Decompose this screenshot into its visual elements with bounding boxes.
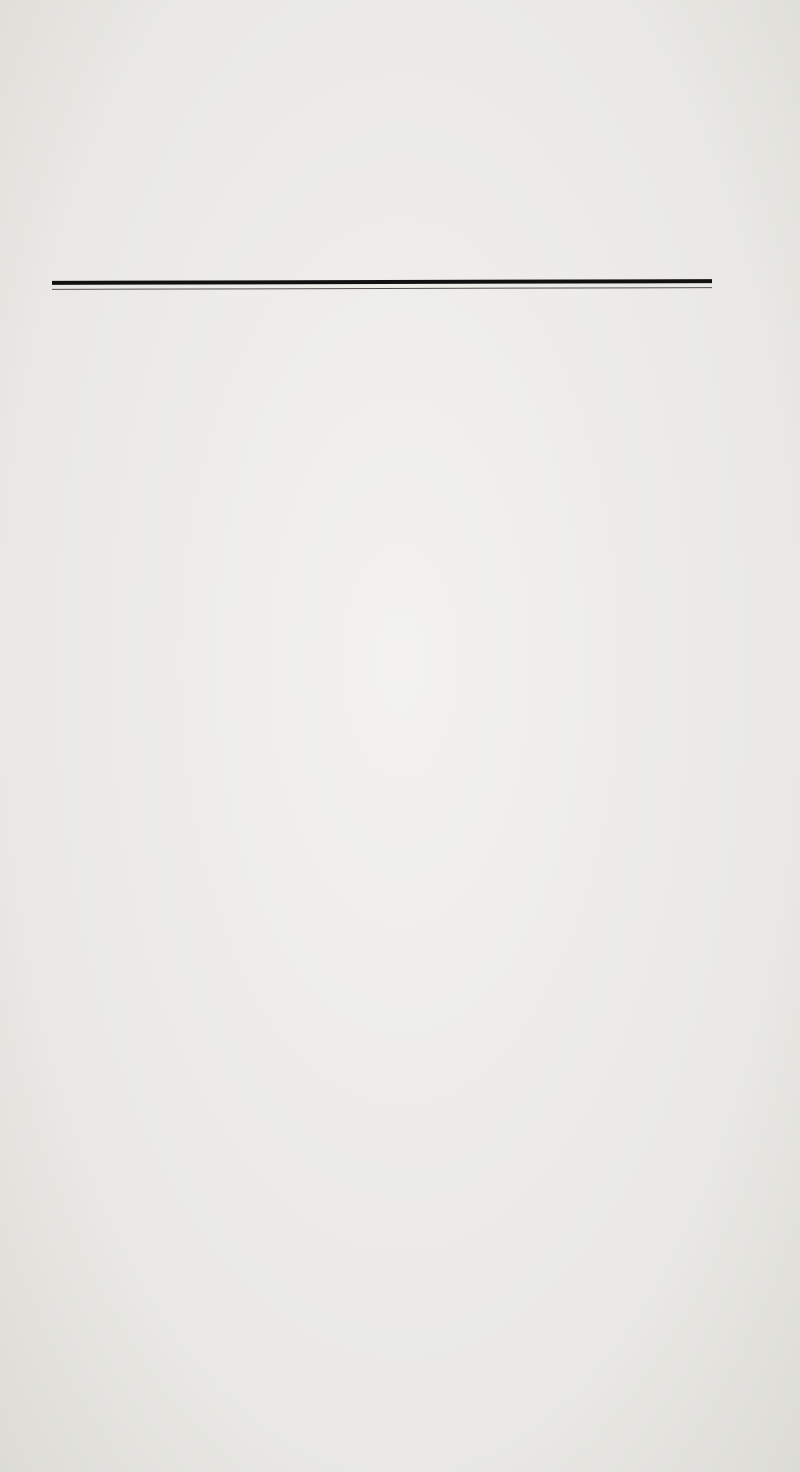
page-header <box>0 126 800 172</box>
horizontal-rule <box>52 279 712 285</box>
